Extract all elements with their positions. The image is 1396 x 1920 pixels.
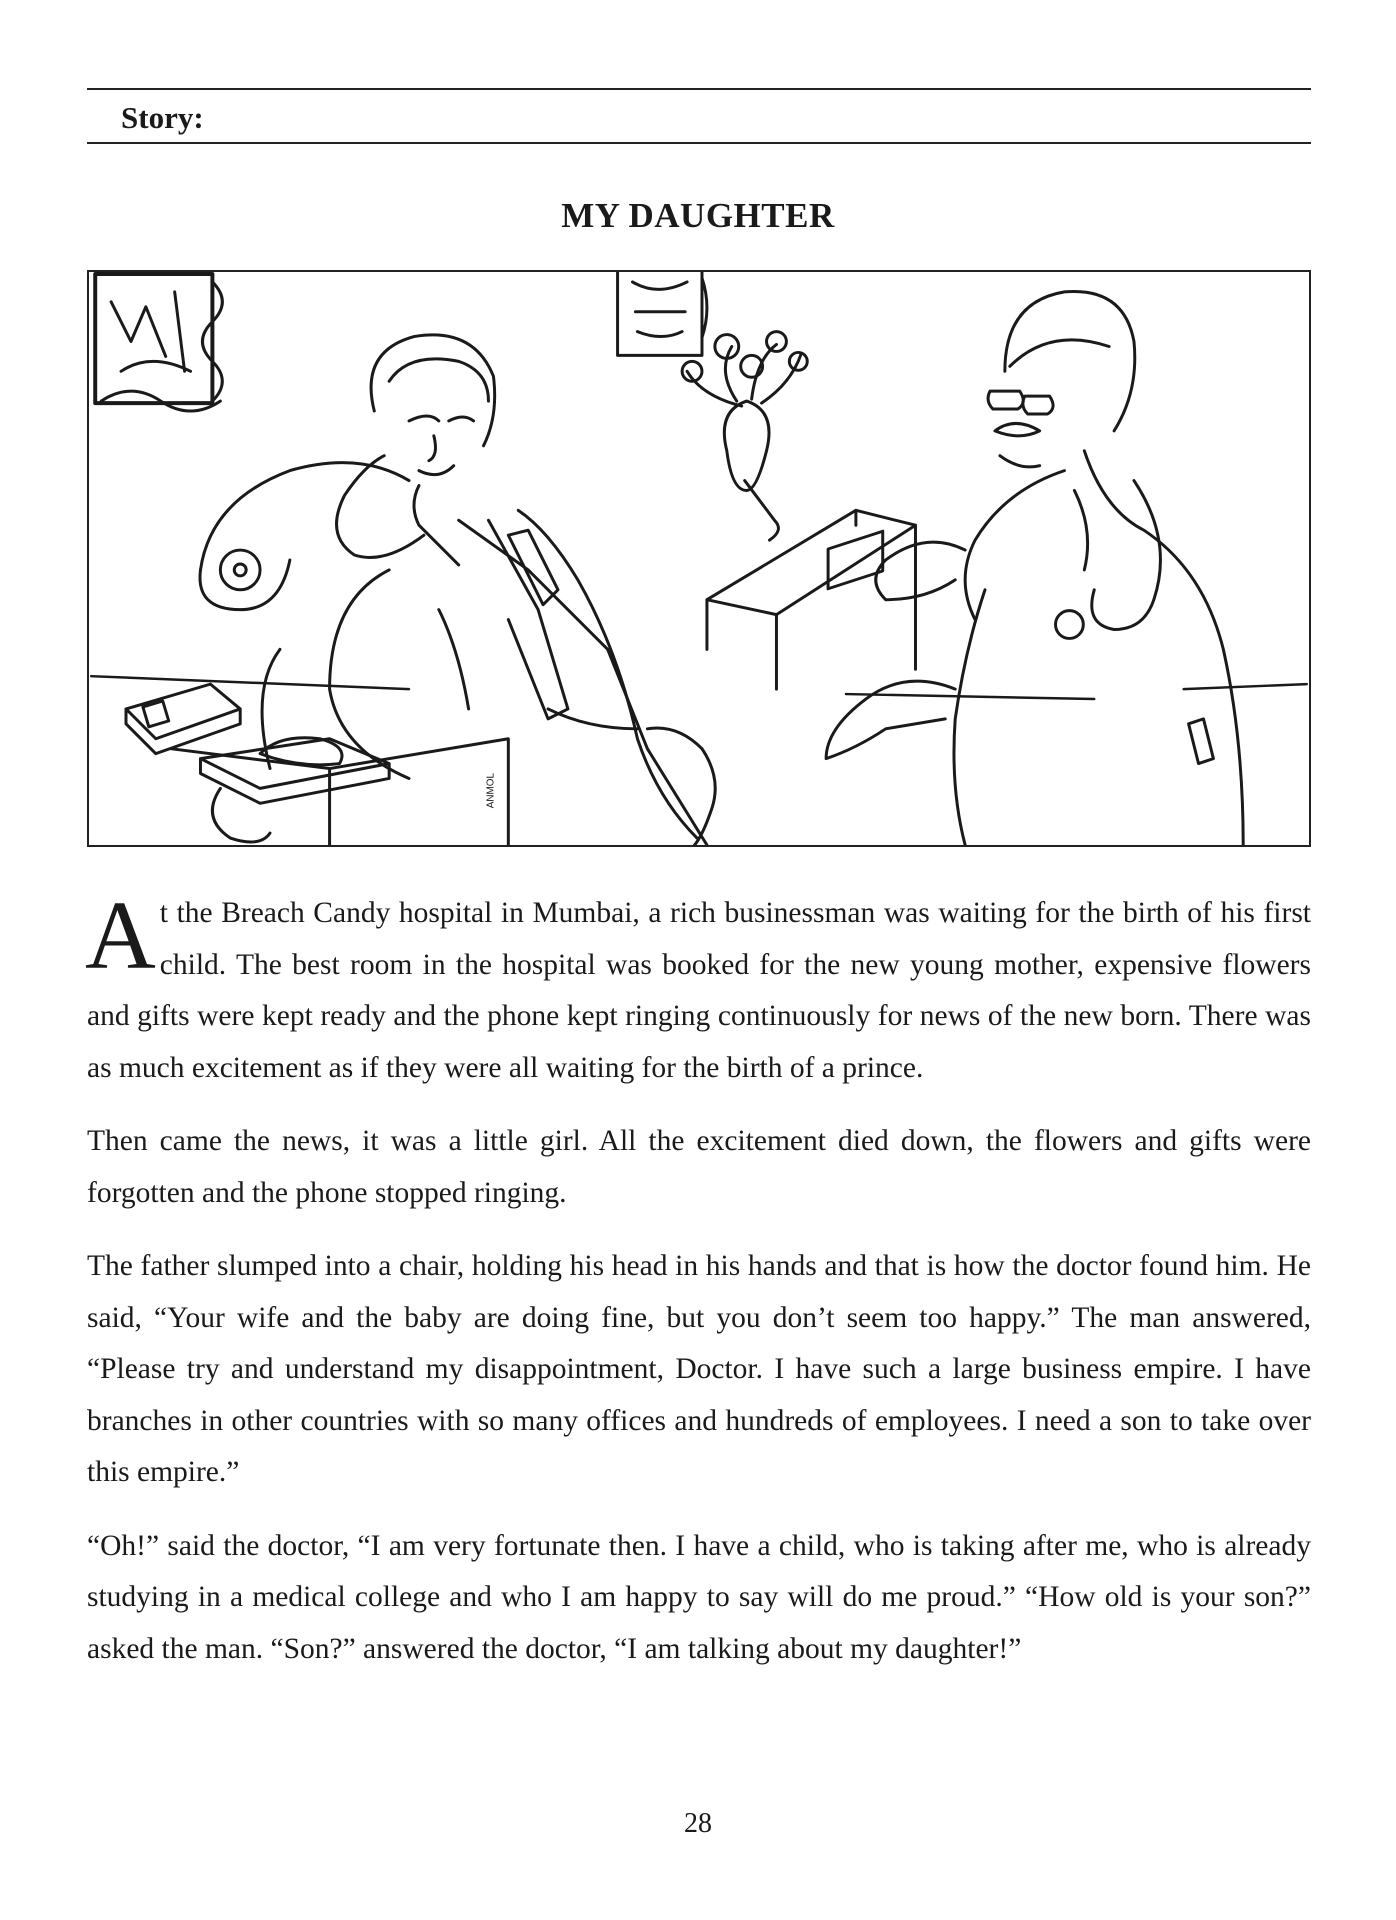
drop-cap: A — [85, 882, 156, 990]
section-label: Story: — [121, 100, 204, 135]
doctor-figure — [826, 291, 1243, 845]
businessman-figure — [330, 335, 716, 845]
desk-with-phone — [126, 684, 508, 845]
section-header-bar — [87, 88, 1311, 144]
story-paragraph: Then came the news, it was a little girl. All the excitement died down, the flowers and gifts were forgotten and the phone stopped ringing. — [87, 1125, 1311, 1209]
story-paragraph: The father slumped into a chair, holding his head in his hands and that is how the doctor found him. He said, “Your wife and the baby are doing fine, but you don’t seem too happy.” The man answered, “Please try and understand my disappointment, Doctor. I have such a large business empire. I have branches in other countries with so many offices and hundreds of employees. I need a son to take over this empire.” — [87, 1250, 1311, 1488]
wall-picture-left — [95, 274, 222, 411]
story-body — [85, 882, 1311, 1697]
story-title: MY DAUGHTER — [561, 196, 835, 235]
paragraph-text: t the Breach Candy hospital in Mumbai, a rich businessman was waiting for the birth of his first child. The best room in the hospital was booked for the new young mother, expensive flowers and gifts were kept ready and the phone kept ringing continuously for news of the new born. There was as much excitement as if they were all waiting for the birth of a prince. — [87, 897, 1311, 1084]
wall-picture-center — [618, 272, 707, 355]
story-paragraph — [85, 882, 1311, 1094]
story-paragraph: “Oh!” said the doctor, “I am very fortunate then. I have a child, who is taking after me, who is already studying in a medical college and who I am happy to say will do me proud.” “How old is your son?” asked the man. “Son?” answered the doctor, “I am talking about my daughter!” — [87, 1529, 1311, 1665]
illustration-signature: ANMOL — [485, 772, 497, 809]
side-table-with-flowers — [682, 332, 915, 690]
armchair — [200, 463, 409, 769]
story-illustration — [87, 270, 1311, 847]
page-number: 28 — [684, 1808, 712, 1839]
